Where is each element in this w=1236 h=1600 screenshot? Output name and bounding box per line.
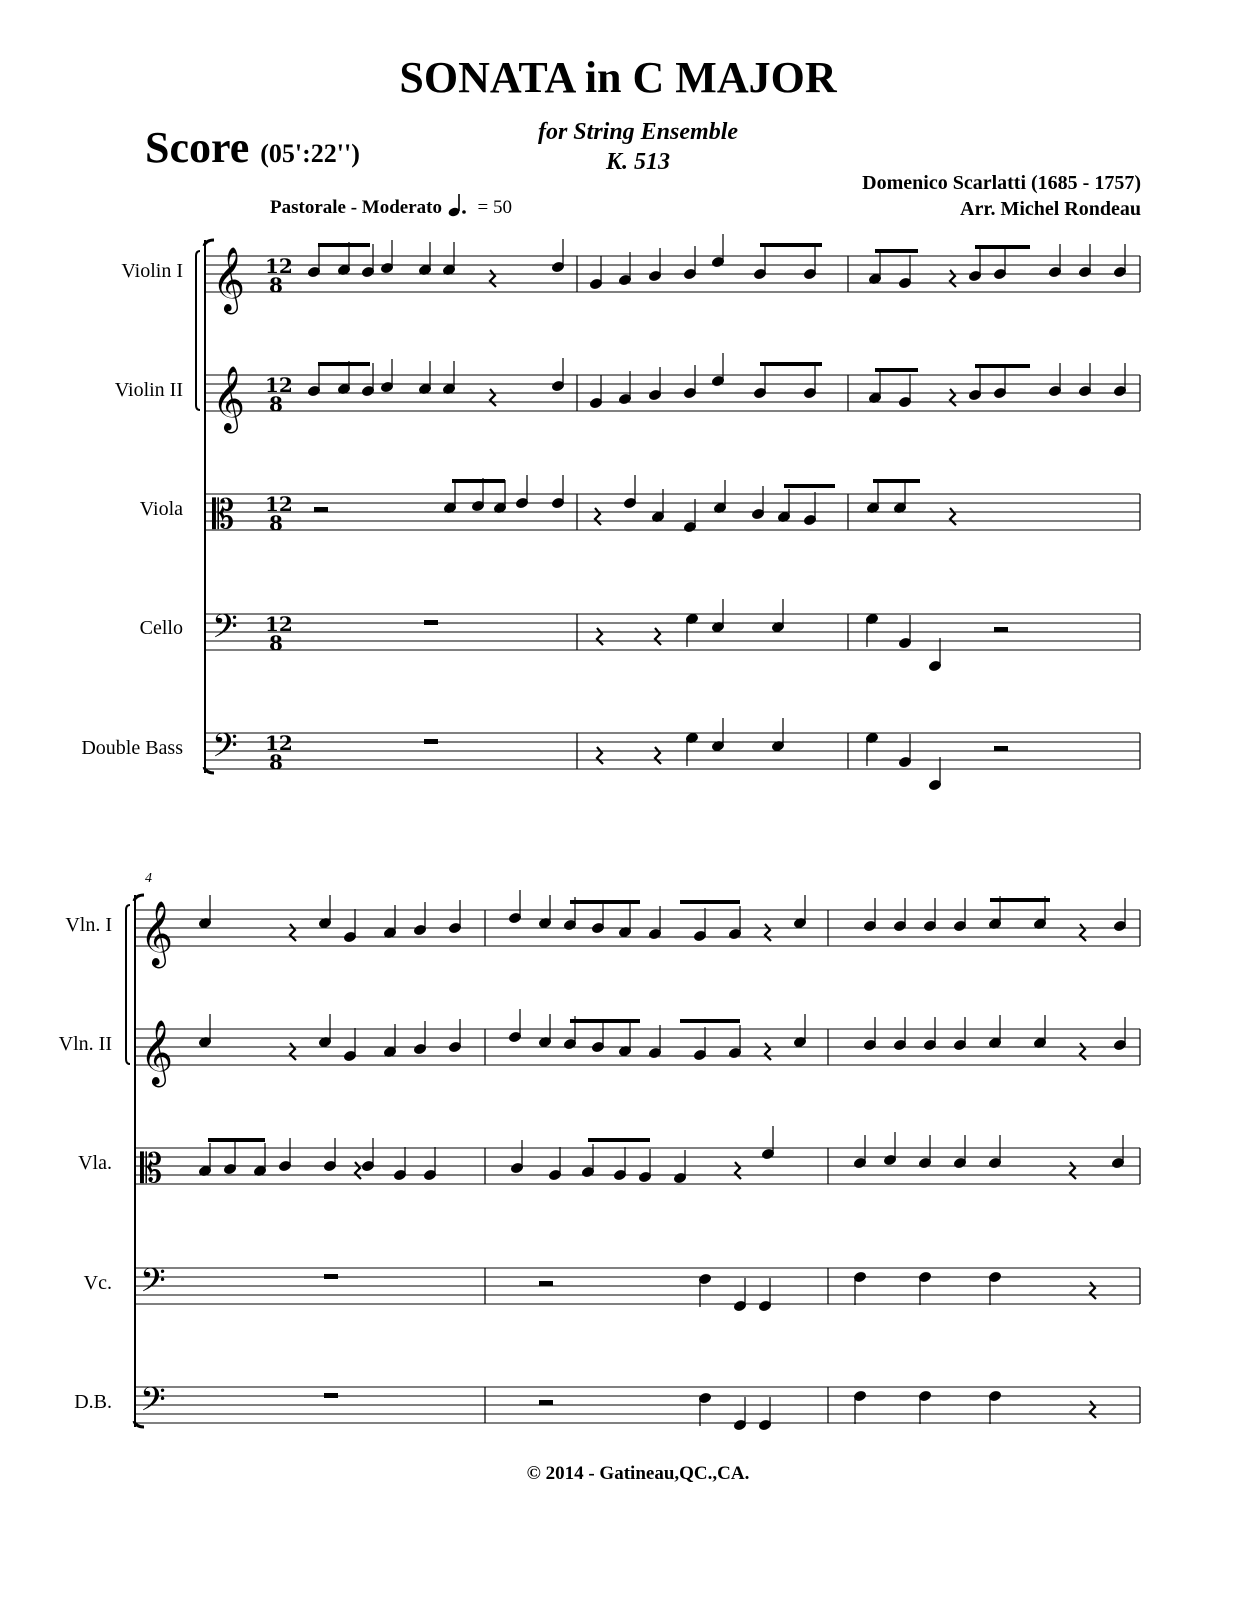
rest-mark [290,924,296,941]
bass-clef-icon: 𝄢 [140,1262,166,1308]
rest-mark [950,270,956,287]
subtitle-line-2: K. 513 [605,149,670,175]
violin-brace [126,905,130,1064]
instrument-label-double-bass: Double Bass [81,737,183,759]
score-label-text: Score [145,123,250,172]
whole-rest [324,1274,338,1279]
note-beam [760,362,822,366]
composer: Domenico Scarlatti (1685 - 1757) [862,172,1141,194]
note-beam [570,900,640,904]
rest-mark [490,389,496,406]
rest-mark [290,1043,296,1060]
rest-mark [735,1162,741,1179]
instrument-label-vla: Vla. [78,1152,112,1174]
note-beam [452,479,505,483]
time-signature-top: 12 [265,612,293,636]
rest-mark [1080,1043,1086,1060]
note-beam [680,1019,740,1023]
measure-number: 4 [145,871,152,886]
treble-clef-icon: 𝄞 [140,1020,174,1085]
whole-rest [539,1400,553,1405]
treble-clef-icon: 𝄞 [140,901,174,966]
time-signature-bottom: 8 [269,273,283,297]
alto-clef-icon: 𝄡 [140,1146,163,1192]
note-beam [873,479,920,483]
treble-clef-icon: 𝄞 [212,247,246,312]
rest-mark [1090,1401,1096,1418]
rest-mark [1070,1162,1076,1179]
note-beam [588,1138,650,1142]
tempo-value: = 50 [477,197,512,218]
alto-clef-icon: 𝄡 [212,492,235,538]
time-signature-top: 12 [265,373,293,397]
instrument-label-cello: Cello [139,617,183,639]
note-beam [975,245,1030,249]
rest-mark [655,628,661,645]
note-beam [318,362,370,366]
bass-clef-icon: 𝄢 [140,1381,166,1427]
rest-mark [1090,1282,1096,1299]
instrument-label-violin-2: Violin II [114,379,183,401]
page-title: SONATA in C MAJOR [399,53,837,102]
rest-mark [950,508,956,525]
whole-rest [314,507,328,512]
rest-mark [597,747,603,764]
note-beam [875,249,918,253]
note-beam [570,1019,640,1023]
rest-mark [765,924,771,941]
note-beam [760,243,822,247]
rest-mark [1080,924,1086,941]
whole-rest [424,739,438,744]
bass-clef-icon: 𝄢 [212,727,238,773]
instrument-label-vln-1: Vln. I [65,914,112,936]
note-beam [318,243,370,247]
instrument-label-vln-2: Vln. II [58,1033,112,1055]
time-signature-top: 12 [265,731,293,755]
copyright: © 2014 - Gatineau,QC.,CA. [526,1463,750,1484]
tempo-text: Pastorale - Moderato [270,197,442,218]
whole-rest [324,1393,338,1398]
rest-mark [765,1043,771,1060]
bass-clef-icon: 𝄢 [212,608,238,654]
whole-rest [994,746,1008,751]
instrument-label-violin-1: Violin I [121,260,183,282]
time-signature-bottom: 8 [269,511,283,535]
rest-mark [655,747,661,764]
time-signature-top: 12 [265,492,293,516]
score-duration: (05':22'') [260,139,360,168]
time-signature-top: 12 [265,254,293,278]
instrument-label-db: D.B. [74,1391,112,1413]
time-signature-bottom: 8 [269,750,283,774]
time-signature-bottom: 8 [269,392,283,416]
rest-mark [595,508,601,525]
note-beam [680,900,740,904]
rest-mark [950,389,956,406]
instrument-label-viola: Viola [139,498,183,520]
violin-brace [196,251,200,410]
rest-mark [597,628,603,645]
arranger: Arr. Michel Rondeau [960,198,1141,220]
note-beam [875,368,918,372]
note-beam [975,364,1030,368]
note-beam [990,898,1050,902]
time-signature-bottom: 8 [269,631,283,655]
instrument-label-vc: Vc. [83,1272,112,1294]
rest-mark [355,1162,361,1179]
whole-rest [994,627,1008,632]
whole-rest [539,1281,553,1286]
whole-rest [424,620,438,625]
note-beam [208,1138,265,1142]
note-beam [784,484,835,488]
subtitle-line-1: for String Ensemble [537,119,739,145]
treble-clef-icon: 𝄞 [212,366,246,431]
rest-mark [490,270,496,287]
